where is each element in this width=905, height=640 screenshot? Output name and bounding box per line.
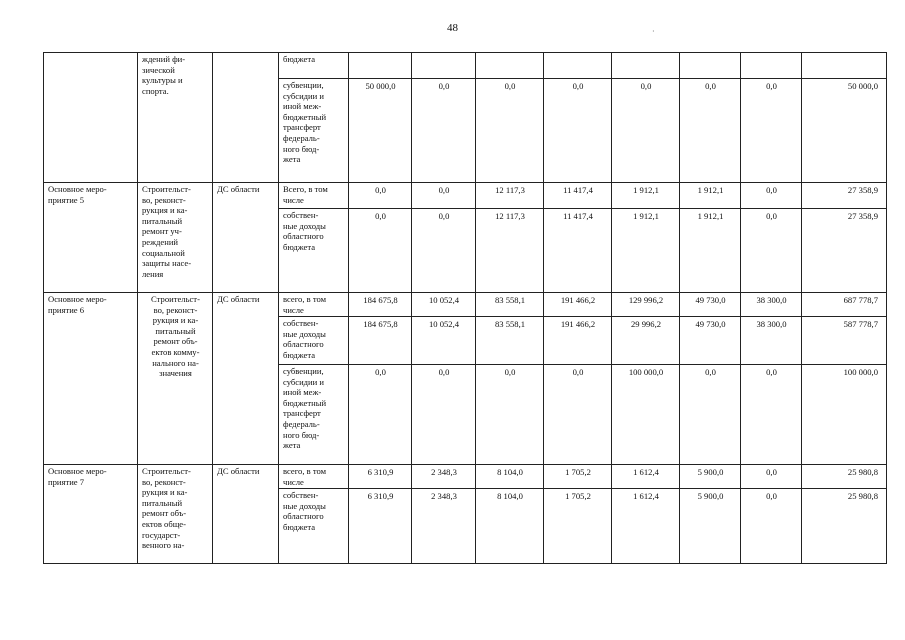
value-cell <box>802 53 887 79</box>
value-cell: 8 104,0 <box>476 465 544 489</box>
value-cell: 10 052,4 <box>412 293 476 317</box>
scan-mark: · <box>652 27 655 36</box>
value-cell: 0,0 <box>349 365 412 465</box>
value-cell <box>612 53 680 79</box>
value-cell: 25 980,8 <box>802 465 887 489</box>
value-cell: 38 300,0 <box>741 317 802 365</box>
executor-cell: ДС области <box>213 465 279 564</box>
value-cell: 0,0 <box>741 489 802 564</box>
value-cell: 83 558,1 <box>476 293 544 317</box>
executor-cell: ДС области <box>213 293 279 465</box>
value-cell: 0,0 <box>544 365 612 465</box>
value-cell: 0,0 <box>680 365 741 465</box>
value-cell: 12 117,3 <box>476 209 544 293</box>
value-cell: 38 300,0 <box>741 293 802 317</box>
value-cell: 0,0 <box>349 209 412 293</box>
table-row <box>44 183 887 209</box>
value-cell: 12 117,3 <box>476 183 544 209</box>
table-row <box>44 53 887 79</box>
funding-source-cell: бюджета <box>279 53 349 79</box>
value-cell: 1 612,4 <box>612 465 680 489</box>
value-cell: 1 705,2 <box>544 465 612 489</box>
table-row <box>44 293 887 317</box>
event-cell: Основное меро- приятие 7 <box>44 465 138 564</box>
value-cell: 6 310,9 <box>349 465 412 489</box>
funding-source-cell: собствен- ные доходы областного бюджета <box>279 209 349 293</box>
value-cell <box>680 53 741 79</box>
value-cell: 587 778,7 <box>802 317 887 365</box>
value-cell: 184 675,8 <box>349 317 412 365</box>
value-cell: 0,0 <box>476 79 544 183</box>
value-cell: 0,0 <box>412 183 476 209</box>
value-cell: 0,0 <box>612 79 680 183</box>
value-cell: 1 912,1 <box>680 183 741 209</box>
value-cell: 100 000,0 <box>802 365 887 465</box>
value-cell: 0,0 <box>680 79 741 183</box>
funding-source-cell: субвенции, субсидии и иной меж- бюджетный трансферт федераль- ного бюд- жета <box>279 79 349 183</box>
executor-cell: ДС области <box>213 183 279 293</box>
value-cell: 27 358,9 <box>802 183 887 209</box>
value-cell: 0,0 <box>412 79 476 183</box>
value-cell: 2 348,3 <box>412 465 476 489</box>
value-cell: 0,0 <box>412 209 476 293</box>
value-cell: 6 310,9 <box>349 489 412 564</box>
table-body <box>44 53 887 564</box>
value-cell <box>544 53 612 79</box>
event-cell: Основное меро- приятие 5 <box>44 183 138 293</box>
table-row <box>44 465 887 489</box>
value-cell: 687 778,7 <box>802 293 887 317</box>
description-cell: Строительст- во, реконст- рукция и ка- питальный ремонт объ- ектов обще- государст- венного на- <box>138 465 213 564</box>
value-cell: 1 912,1 <box>612 209 680 293</box>
page-number: 48 <box>447 22 458 34</box>
description-cell: ждений фи- зической культуры и спорта. <box>138 53 213 183</box>
value-cell: 11 417,4 <box>544 183 612 209</box>
value-cell: 184 675,8 <box>349 293 412 317</box>
budget-table <box>43 52 887 564</box>
value-cell: 0,0 <box>476 365 544 465</box>
event-cell <box>44 53 138 183</box>
executor-cell <box>213 53 279 183</box>
value-cell: 5 900,0 <box>680 465 741 489</box>
value-cell: 2 348,3 <box>412 489 476 564</box>
event-cell: Основное меро- приятие 6 <box>44 293 138 465</box>
value-cell <box>412 53 476 79</box>
value-cell: 50 000,0 <box>802 79 887 183</box>
value-cell: 0,0 <box>544 79 612 183</box>
funding-source-cell: собствен- ные доходы областного бюджета <box>279 489 349 564</box>
value-cell: 29 996,2 <box>612 317 680 365</box>
value-cell: 0,0 <box>741 365 802 465</box>
value-cell: 0,0 <box>412 365 476 465</box>
value-cell: 11 417,4 <box>544 209 612 293</box>
funding-source-cell: всего, в том числе <box>279 465 349 489</box>
value-cell: 25 980,8 <box>802 489 887 564</box>
value-cell: 1 705,2 <box>544 489 612 564</box>
value-cell <box>349 53 412 79</box>
funding-source-cell: субвенции, субсидии и иной меж- бюджетный трансферт федераль- ного бюд- жета <box>279 365 349 465</box>
funding-source-cell: Всего, в том числе <box>279 183 349 209</box>
value-cell: 0,0 <box>741 79 802 183</box>
value-cell: 191 466,2 <box>544 293 612 317</box>
value-cell: 191 466,2 <box>544 317 612 365</box>
value-cell: 27 358,9 <box>802 209 887 293</box>
value-cell: 83 558,1 <box>476 317 544 365</box>
value-cell: 129 996,2 <box>612 293 680 317</box>
value-cell: 49 730,0 <box>680 293 741 317</box>
description-cell: Строительст- во, реконст- рукция и ка- питальный ремонт объ- ектов комму- нального на- значения <box>138 293 213 465</box>
value-cell: 50 000,0 <box>349 79 412 183</box>
value-cell: 5 900,0 <box>680 489 741 564</box>
value-cell: 0,0 <box>741 209 802 293</box>
value-cell: 49 730,0 <box>680 317 741 365</box>
value-cell: 0,0 <box>349 183 412 209</box>
value-cell <box>476 53 544 79</box>
value-cell: 10 052,4 <box>412 317 476 365</box>
description-cell: Строительст- во, реконст- рукция и ка- питальный ремонт уч- реждений социальной защиты насе- ления <box>138 183 213 293</box>
value-cell: 1 912,1 <box>680 209 741 293</box>
value-cell <box>741 53 802 79</box>
value-cell: 1 612,4 <box>612 489 680 564</box>
funding-source-cell: всего, в том числе <box>279 293 349 317</box>
value-cell: 1 912,1 <box>612 183 680 209</box>
value-cell: 8 104,0 <box>476 489 544 564</box>
value-cell: 0,0 <box>741 465 802 489</box>
value-cell: 100 000,0 <box>612 365 680 465</box>
value-cell: 0,0 <box>741 183 802 209</box>
funding-source-cell: собствен- ные доходы областного бюджета <box>279 317 349 365</box>
